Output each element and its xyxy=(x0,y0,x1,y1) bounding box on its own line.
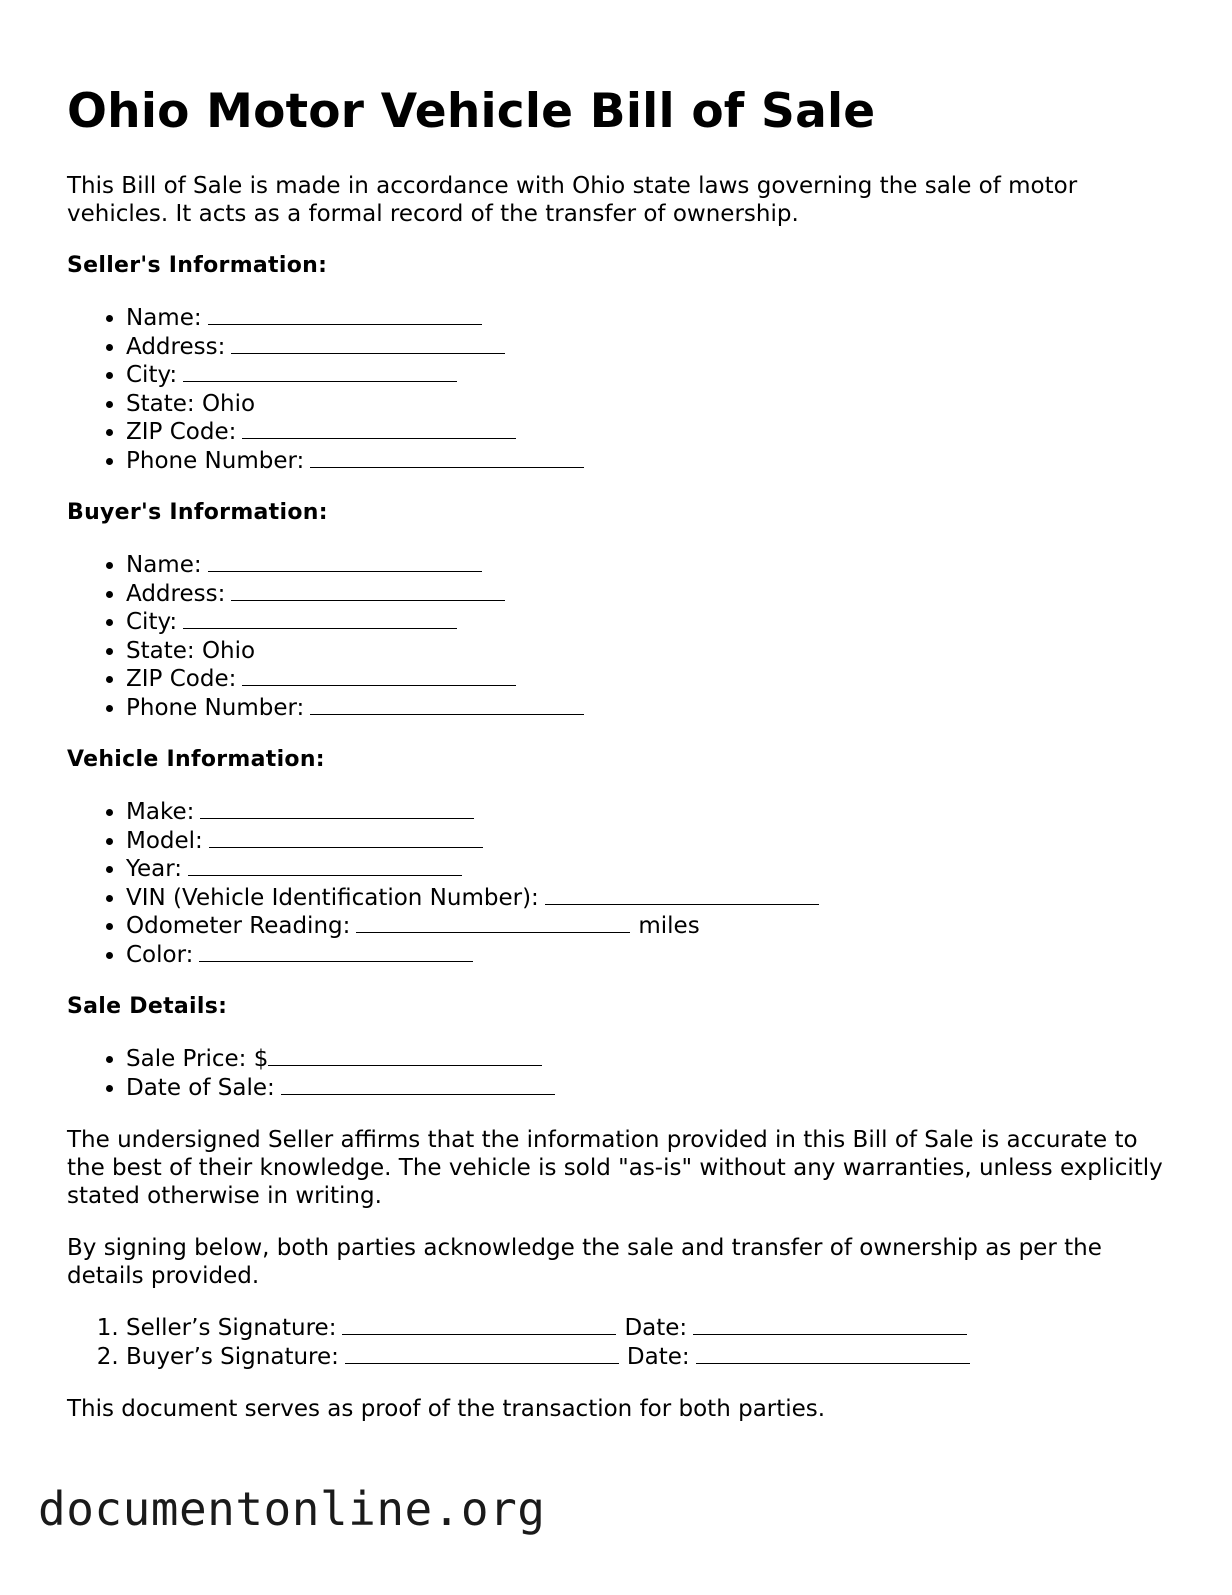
vehicle-color-item xyxy=(126,941,1167,970)
sale-price-label: Sale Price: $ xyxy=(126,1046,269,1072)
buyer-address-field[interactable] xyxy=(231,580,505,601)
sale-date-field[interactable] xyxy=(281,1074,555,1095)
sale-price-item xyxy=(126,1045,1167,1074)
buyer-state-label: State: Ohio xyxy=(126,637,256,664)
buyer-zip-label: ZIP Code: xyxy=(126,666,237,692)
buyer-zip-item xyxy=(126,665,1167,694)
buyer-phone-label: Phone Number: xyxy=(126,694,305,721)
seller-signature-label: Seller’s Signature: xyxy=(126,1315,337,1341)
seller-address-label: Address: xyxy=(126,333,226,360)
seller-phone-item xyxy=(126,447,1167,476)
seller-state-item xyxy=(126,390,1167,419)
vehicle-year-field[interactable] xyxy=(188,855,462,876)
buyer-city-label: City: xyxy=(126,609,178,635)
vehicle-heading: Vehicle Information: xyxy=(67,747,325,772)
vehicle-odometer-label: Odometer Reading: xyxy=(126,913,351,939)
buyer-city-field[interactable] xyxy=(183,608,457,629)
vehicle-model-item xyxy=(126,827,1167,856)
vehicle-model-label: Model: xyxy=(126,827,203,854)
sale-price-field[interactable] xyxy=(268,1045,542,1066)
seller-phone-label: Phone Number: xyxy=(126,447,305,474)
intro-paragraph: This Bill of Sale is made in accordance with Ohio state laws governing the sale of motor vehicles. It acts as a formal record of the transfer of ownership. xyxy=(67,173,1078,227)
buyer-name-item xyxy=(126,551,1167,580)
seller-zip-item xyxy=(126,418,1167,447)
buyer-heading: Buyer's Information: xyxy=(67,500,328,525)
vehicle-make-field[interactable] xyxy=(200,798,474,819)
closing-paragraph: This document serves as proof of the transaction for both parties. xyxy=(67,1396,826,1422)
buyer-name-label: Name: xyxy=(126,552,202,578)
seller-name-item xyxy=(126,304,1167,333)
seller-info-list xyxy=(67,304,1167,475)
seller-date-label: Date: xyxy=(624,1315,688,1341)
vehicle-odometer-field[interactable] xyxy=(356,912,630,933)
vehicle-vin-item xyxy=(126,884,1167,913)
buyer-address-label: Address: xyxy=(126,580,226,607)
sale-date-label: Date of Sale: xyxy=(126,1074,275,1101)
seller-phone-field[interactable] xyxy=(310,447,584,468)
odometer-unit: miles xyxy=(638,913,700,939)
vehicle-vin-field[interactable] xyxy=(545,884,819,905)
buyer-signature-field[interactable] xyxy=(345,1343,619,1364)
buyer-date-field[interactable] xyxy=(696,1343,970,1364)
buyer-name-field[interactable] xyxy=(208,551,482,572)
seller-signature-field[interactable] xyxy=(342,1314,616,1335)
buyer-phone-field[interactable] xyxy=(310,694,584,715)
vehicle-make-item xyxy=(126,798,1167,827)
buyer-zip-field[interactable] xyxy=(242,665,516,686)
document-page xyxy=(67,82,1167,1447)
vehicle-color-field[interactable] xyxy=(199,941,473,962)
buyer-date-label: Date: xyxy=(626,1343,690,1370)
seller-city-label: City: xyxy=(126,362,178,388)
vehicle-make-label: Make: xyxy=(126,799,195,825)
vehicle-model-field[interactable] xyxy=(209,827,483,848)
seller-city-field[interactable] xyxy=(183,361,457,382)
page-title: Ohio Motor Vehicle Bill of Sale xyxy=(67,84,876,139)
seller-name-field[interactable] xyxy=(208,304,482,325)
acknowledgement-paragraph: By signing below, both parties acknowledge the sale and transfer of ownership as per the details provided. xyxy=(67,1235,1102,1289)
seller-date-field[interactable] xyxy=(693,1314,967,1335)
seller-address-field[interactable] xyxy=(231,333,505,354)
sale-details-list xyxy=(67,1045,1167,1102)
vehicle-year-label: Year: xyxy=(126,856,183,882)
seller-signature-item xyxy=(126,1314,1167,1343)
seller-state-label: State: Ohio xyxy=(126,390,256,417)
seller-name-label: Name: xyxy=(126,305,202,331)
seller-city-item xyxy=(126,361,1167,390)
sale-date-item xyxy=(126,1074,1167,1103)
seller-zip-field[interactable] xyxy=(242,418,516,439)
seller-address-item xyxy=(126,333,1167,362)
vehicle-odometer-item xyxy=(126,912,1167,941)
vehicle-info-list xyxy=(67,798,1167,969)
seller-zip-label: ZIP Code: xyxy=(126,419,237,445)
buyer-state-item xyxy=(126,637,1167,666)
vehicle-color-label: Color: xyxy=(126,941,194,968)
buyer-info-list xyxy=(67,551,1167,722)
seller-heading: Seller's Information: xyxy=(67,253,328,278)
buyer-signature-item xyxy=(126,1343,1167,1372)
buyer-phone-item xyxy=(126,694,1167,723)
vehicle-year-item xyxy=(126,855,1167,884)
buyer-signature-label: Buyer’s Signature: xyxy=(126,1343,339,1370)
affirmation-paragraph: The undersigned Seller affirms that the information provided in this Bill of Sale is accurate to the best of their knowledge. The vehicle is sold "as-is" without any warranties, unless explicitly stated otherwise in writing. xyxy=(67,1127,1163,1209)
sale-heading: Sale Details: xyxy=(67,994,228,1019)
signature-list xyxy=(67,1314,1167,1371)
buyer-city-item xyxy=(126,608,1167,637)
vehicle-vin-label: VIN (Vehicle Identification Number): xyxy=(126,884,539,911)
buyer-address-item xyxy=(126,580,1167,609)
watermark: documentonline.org xyxy=(38,1482,546,1536)
